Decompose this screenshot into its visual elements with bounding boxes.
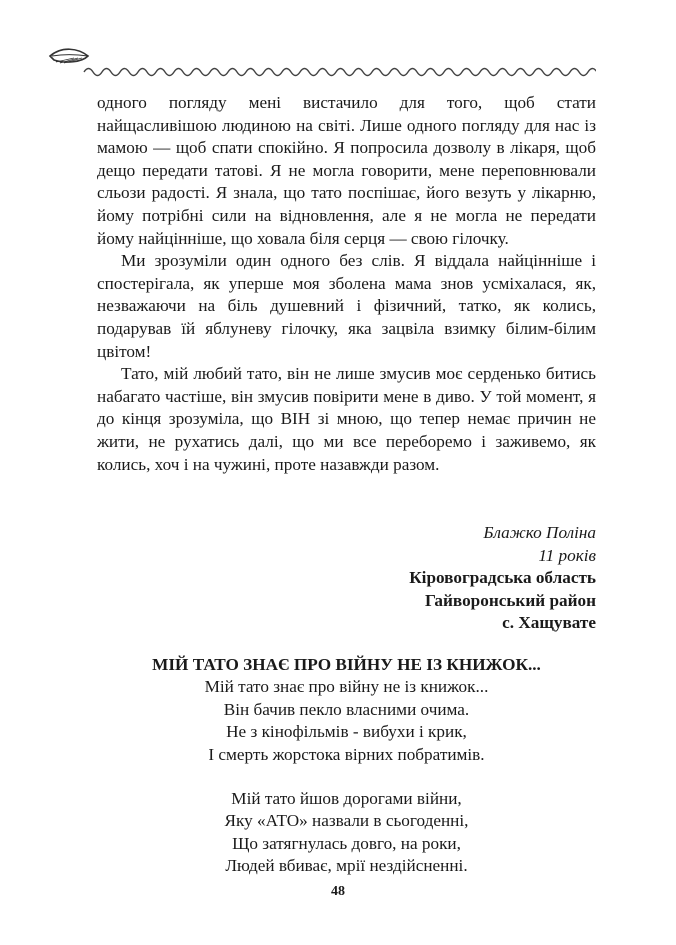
feather-wave-ornament xyxy=(44,42,596,90)
poem-line: Людей вбиває, мрії нездійсненні. xyxy=(225,856,468,876)
poem-line: Не з кінофільмів - вибухи і крик, xyxy=(226,722,467,742)
poem-line: Що затягнулась довго, на роки, xyxy=(232,833,461,853)
author-region: Кіровоградська область xyxy=(409,568,596,588)
author-village: с. Хащувате xyxy=(502,613,596,633)
paragraph: одного погляду мені вистачило для того, щоб стати найщасливішою людиною на світі. Лише одного погляду для нас із мамою — щоб спати спокійно. Я попросила дозволу в лікаря, щоб дещо передати татові. Я не могла говорити, мене переповнювали сльози радості. Я знала, що тато поспішає, його везуть у лікарню, йому потрібні сили на відновлення, але я не могла не передати йому найцінніше, що ховала біля серця — свою гілочку. xyxy=(97,93,596,248)
poem-line: Яку «АТО» назвали в сьогоденні, xyxy=(224,811,469,831)
paragraph: Тато, мій любий тато, він не лише змусив моє серденько битись набагато частіше, він змусив повірити мене в диво. У той момент, я до кінця зрозуміла, що ВІН зі мною, що тепер немає причин не жити, не рухатись далі, що ми все переборемо і заживемо, як колись, хоч і на чужині, проте назавжди разом. xyxy=(97,364,596,474)
poem-line: Він бачив пекло власними очима. xyxy=(223,699,470,719)
poem-line: Мій тато знає про війну не із книжок... xyxy=(204,677,489,697)
poem-stanza xyxy=(97,676,596,766)
author-district: Гайворонський район xyxy=(424,590,596,610)
poem-line: І смерть жорстока вірних побратимів. xyxy=(208,744,485,764)
poem-line: Мій тато йшов дорогами війни, xyxy=(231,789,462,809)
poem xyxy=(97,654,596,878)
author-signature xyxy=(409,522,596,635)
author-name: Блажко Поліна xyxy=(483,523,596,542)
paragraph: Ми зрозуміли один одного без слів. Я віддала найцінніше і спостерігала, як уперше моя зболена мама знов усміхалася, як, незважаючи на біль душевний і фізичний, татко, як колись, подарував їй яблуневу гілочку, яка зацвіла взимку білим-білим цвітом! xyxy=(97,251,596,361)
poem-stanza xyxy=(97,788,596,878)
page-number: 48 xyxy=(331,884,345,899)
story-text xyxy=(97,92,596,476)
poem-title: МІЙ ТАТО ЗНАЄ ПРО ВІЙНУ НЕ ІЗ КНИЖОК... xyxy=(152,655,541,674)
author-age: 11 років xyxy=(538,545,596,565)
